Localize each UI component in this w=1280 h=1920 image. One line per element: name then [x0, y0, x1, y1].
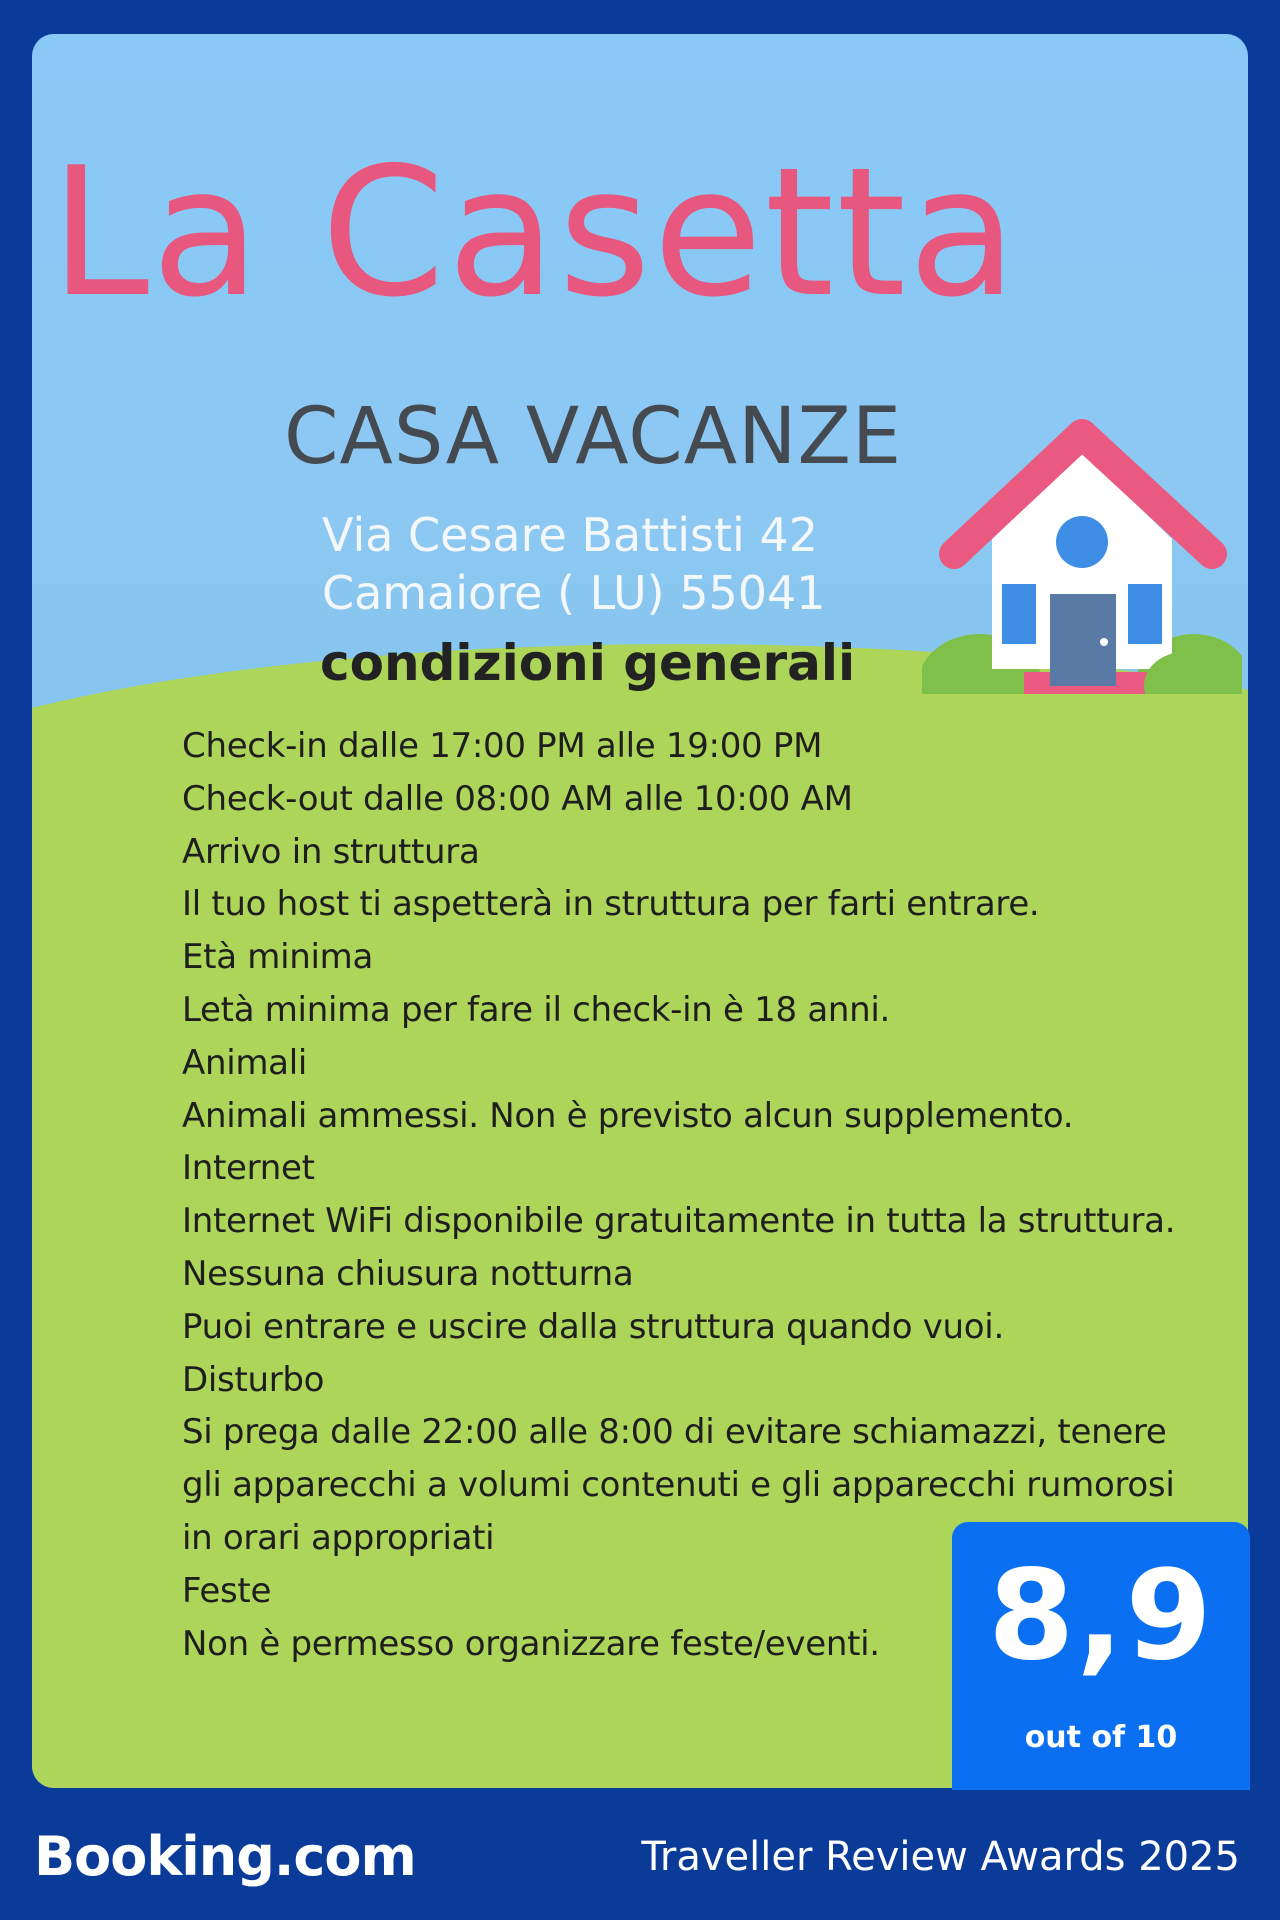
rating-caption: out of 10: [1024, 1720, 1178, 1755]
conditions-heading: condizioni generali: [320, 634, 856, 692]
rule-line: Feste: [182, 1570, 272, 1611]
award-title: Traveller Review Awards 2025: [641, 1834, 1240, 1880]
rule-line: Età minima: [182, 937, 373, 978]
property-name: La Casetta: [50, 129, 1020, 336]
rule-line: in orari appropriati: [182, 1517, 495, 1558]
rating-score: 8,9: [988, 1544, 1214, 1688]
rule-line: Check-in dalle 17:00 PM alle 19:00 PM: [182, 726, 823, 766]
rule-line: Arrivo in struttura: [182, 831, 480, 872]
rule-line: Internet: [182, 1148, 315, 1189]
rule-line: Animali ammessi. Non è previsto alcun supplemento.: [182, 1095, 1074, 1136]
rule-line: gli apparecchi a volumi contenuti e gli apparecchi rumorosi: [182, 1465, 1175, 1506]
house-icon: [922, 384, 1242, 694]
rule-line: Check-out dalle 08:00 AM alle 10:00 AM: [182, 778, 853, 819]
rule-line: Internet WiFi disponibile gratuitamente in tutta la struttura.: [182, 1201, 1176, 1242]
property-type: CASA VACANZE: [284, 392, 903, 482]
address-street: Via Cesare Battisti 42: [322, 508, 818, 562]
rule-line: Puoi entrare e uscire dalla struttura quando vuoi.: [182, 1306, 1004, 1347]
address-city: Camaiore ( LU) 55041: [322, 566, 826, 620]
property-address: [322, 506, 826, 622]
rule-line: Non è permesso organizzare feste/eventi.: [182, 1623, 880, 1664]
rule-line: Animali: [182, 1042, 308, 1083]
rule-line: Letà minima per fare il check-in è 18 anni.: [182, 989, 891, 1030]
rule-line: Nessuna chiusura notturna: [182, 1253, 634, 1294]
rule-line: Si prega dalle 22:00 alle 8:00 di evitare schiamazzi, tenere: [182, 1412, 1167, 1453]
booking-logo: Booking.com: [34, 1825, 416, 1888]
rule-line: Disturbo: [182, 1359, 325, 1400]
rule-line: Il tuo host ti aspetterà in struttura per farti entrare.: [182, 884, 1040, 925]
rating-badge: [952, 1522, 1250, 1790]
